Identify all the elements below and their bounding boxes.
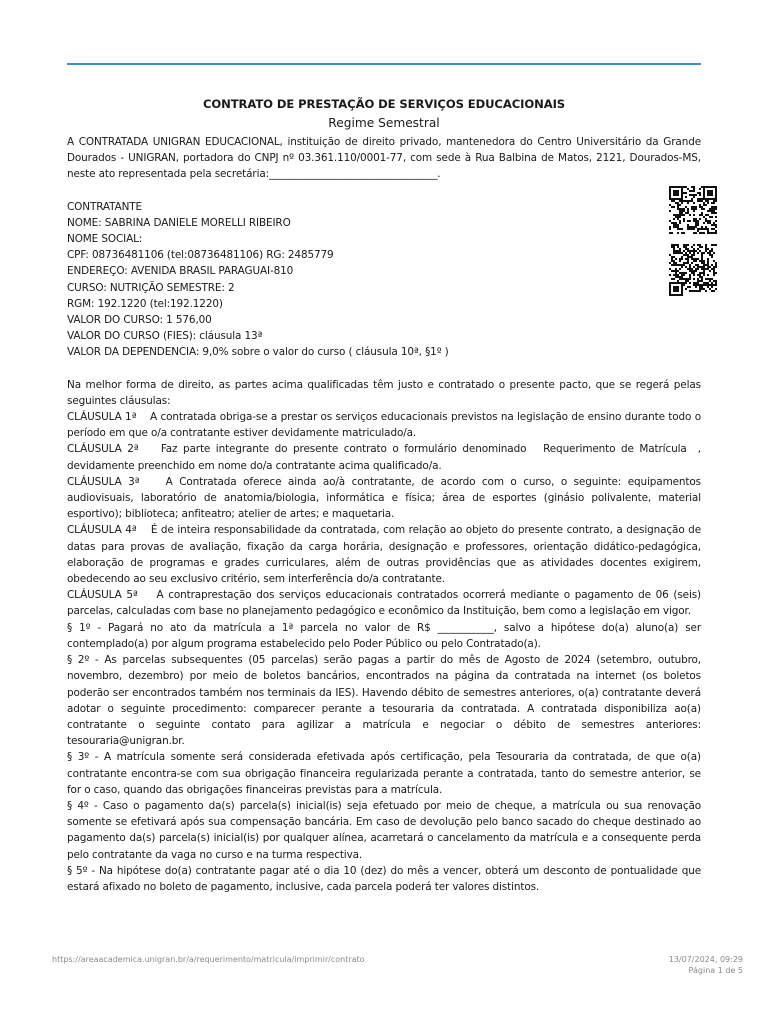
- footer-datetime: 13/07/2024, 09:29: [668, 955, 743, 964]
- contratante-line: CURSO: NUTRIÇÃO SEMESTRE: 2: [67, 281, 235, 294]
- contratante-line: RGM: 192.1220 (tel:192.1220): [67, 297, 223, 310]
- document-title: CONTRATO DE PRESTAÇÃO DE SERVIÇOS EDUCACIONAIS: [202, 97, 566, 111]
- footer-page-number: Página 1 de 5: [688, 966, 743, 975]
- contratante-line: VALOR DO CURSO: 1 576,00: [67, 314, 212, 327]
- contratante-line: ENDEREÇO: AVENIDA BRASIL PARAGUAI-810: [67, 265, 294, 278]
- header-rule: [67, 63, 701, 65]
- clause-paragraph: § 4º - Caso o pagamento da(s) parcela(s) inicial(is) seja efetuado por meio de cheque, a matrícula ou sua renovação somente se efetivará após sua compensação bancária. Em caso de devolução pelo banco sacado do cheque destinado ao pagamento da(s) parcela(s) inicial(is) por qualquer alínea, acarretará o cancelamento da matrícula e a consequente perda pelo contratante da vaga no curso e na turma respectiva.: [67, 799, 701, 861]
- clause-paragraph: CLÁUSULA 5ª A contraprestação dos serviços educacionais contratados ocorrerá mediante o pagamento de 06 (seis) parcelas, calculadas com base no planejamento pedagógico e econômico da Instituição, bem como a legislação em vigor.: [67, 589, 705, 618]
- clause-paragraph: CLÁUSULA 4ª É de inteira responsabilidade da contratada, com relação ao objeto do presente contrato, a designação de datas para provas de avaliação, fixação da carga horária, designação e professores, orientação didático-pedagógica, elaboração de programas e grades curriculares, além de outras providências que as atividades docentes exigirem, obedecendo ao seu exclusivo critério, sem interferência do/a contratante.: [67, 524, 705, 586]
- clause-paragraph: § 2º - As parcelas subsequentes (05 parcelas) serão pagas a partir do mês de Agosto de 2024 (setembro, outubro, novembro, dezembro) por meio de boletos bancários, encontrados na página da contratada na internet (os boletos poderão ser encontrados também nos terminais da IES). Havendo débito de semestres anteriores, o(a) contratante deverá adotar o seguinte procedimento: comparecer perante a tesouraria da contratada. A contratada disponibiliza ao(a) contratante o seguinte contato para agilizar a matrícula e negociar o débito de semestres anteriores: tesouraria@unigran.br.: [67, 654, 701, 748]
- contratante-line: CPF: 08736481106 (tel:08736481106) RG: 2485779: [67, 249, 334, 262]
- contratante-line: NOME SOCIAL:: [67, 233, 143, 246]
- document-subtitle: Regime Semestral: [328, 116, 440, 130]
- contratante-line: NOME: SABRINA DANIELE MORELLI RIBEIRO: [67, 216, 291, 229]
- clause-paragraph: CLÁUSULA 2ª Faz parte integrante do presente contrato o formulário denominado Requerimento de Matrícula , devidamente preenchido em nome do/a contratante acima qualificado/a.: [67, 443, 705, 472]
- intro-paragraph: A CONTRATADA UNIGRAN EDUCACIONAL, instituição de direito privado, mantenedora do Centro Universitário da Grande Dourados - UNIGRAN, portadora do CNPJ nº 03.361.110/0001-77, com sede à Rua Balbina de Matos, 2121, Dourados-MS, neste ato representada pela secretária:_________________________________.: [67, 136, 701, 181]
- footer-url: https://areaacademica.unigran.br/a/requerimento/matricula/imprimir/contrato: [52, 955, 365, 964]
- contratante-section: [67, 199, 701, 361]
- contratante-line: VALOR DO CURSO (FIES): cláusula 13ª: [67, 330, 263, 343]
- clause-paragraph: CLÁUSULA 3ª A Contratada oferece ainda ao/à contratante, de acordo com o curso, o seguinte: equipamentos audiovisuais, laboratório de anatomia/biologia, informática e física; área de esportes (ginásio polivalente, material esportivo); biblioteca; anfiteatro; atelier de artes; e maquetaria.: [67, 475, 705, 521]
- clause-paragraph: § 3º - A matrícula somente será considerada efetivada após certificação, pela Tesouraria da contratada, de que o(a) contratante encontra-se com sua obrigação financeira regularizada perante a contratada, tanto do semestre anterior, se for o caso, quando das obrigações financeiras previstas para a matrícula.: [67, 751, 701, 796]
- clause-paragraph: § 1º - Pagará no ato da matrícula a 1ª parcela no valor de R$ ___________, salvo a hipótese do(a) aluno(a) ser contemplado(a) por algum programa estabelecido pelo Poder Público ou pelo Contratado(a).: [67, 621, 701, 650]
- clause-paragraph: § 5º - Na hipótese do(a) contratante pagar até o dia 10 (dez) do mês a vencer, obterá um desconto de pontualidade que estará afixado no boleto de pagamento, inclusive, cada parcela poderá ter valores distintos.: [67, 864, 701, 893]
- clause-paragraph: CLÁUSULA 1ª A contratada obriga-se a prestar os serviços educacionais previstos na legislação de ensino durante todo o período em que o/a contratante estiver devidamente matriculado/a.: [67, 411, 705, 440]
- footer-meta: [669, 954, 743, 976]
- contract-content: [67, 134, 705, 895]
- contratante-heading: CONTRATANTE: [67, 200, 143, 213]
- preamble-paragraph: Na melhor forma de direito, as partes acima qualificadas têm justo e contratado o presente pacto, que se regerá pelas seguintes cláusulas:: [67, 378, 701, 407]
- contratante-line: VALOR DA DEPENDENCIA: 9,0% sobre o valor do curso ( cláusula 10ª, §1º ): [67, 346, 449, 359]
